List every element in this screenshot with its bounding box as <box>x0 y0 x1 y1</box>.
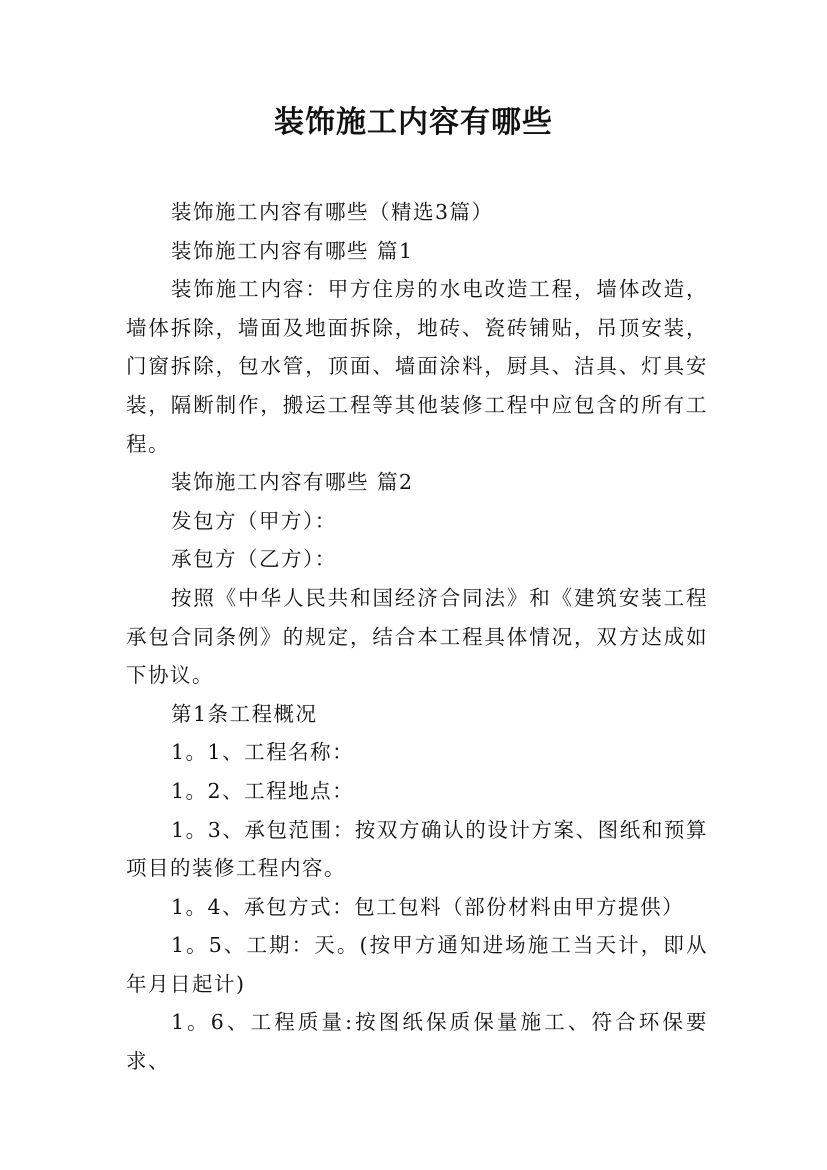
paragraph-part1-heading: 装饰施工内容有哪些 篇1 <box>171 238 414 263</box>
paragraph-item-1-6: 1。6、工程质量:按图纸保质保量施工、符合环保要求、 <box>126 1010 708 1074</box>
document-title: 装饰施工内容有哪些 <box>274 105 553 140</box>
paragraph-item-1-4: 1。4、承包方式：包工包料（部份材料由甲方提供） <box>171 894 685 919</box>
document-body <box>126 193 708 1081</box>
paragraph-party-b: 承包方（乙方）： <box>171 547 337 572</box>
paragraph-item-1-2: 1。2、工程地点： <box>171 778 355 803</box>
paragraph-agreement-basis: 按照《中华人民共和国经济合同法》和《建筑安装工程承包合同条例》的规定，结合本工程具体情况，双方达成如下协议。 <box>126 585 708 688</box>
paragraph-selection-heading: 装饰施工内容有哪些（精选3篇） <box>171 200 494 224</box>
paragraph-item-1-5: 1。5、工期：天。(按甲方通知进场施工当天计，即从年月日起计) <box>126 933 708 996</box>
paragraph-article-1: 第1条工程概况 <box>171 701 318 726</box>
paragraph-item-1-3: 1。3、承包范围：按双方确认的设计方案、图纸和预算项目的装修工程内容。 <box>126 817 708 881</box>
paragraph-construction-content: 装饰施工内容：甲方住房的水电改造工程，墙体改造，墙体拆除，墙面及地面拆除，地砖、瓷砖铺贴，吊顶安装，门窗拆除，包水管，顶面、墙面涂料，厨具、洁具、灯具安装，隔断制作，搬运工程等其他装修工程中应包含的所有工程。 <box>126 277 708 456</box>
paragraph-item-1-1: 1。1、工程名称： <box>171 740 355 765</box>
paragraph-part2-heading: 装饰施工内容有哪些 篇2 <box>171 470 414 495</box>
paragraph-party-a: 发包方（甲方）： <box>171 508 337 533</box>
